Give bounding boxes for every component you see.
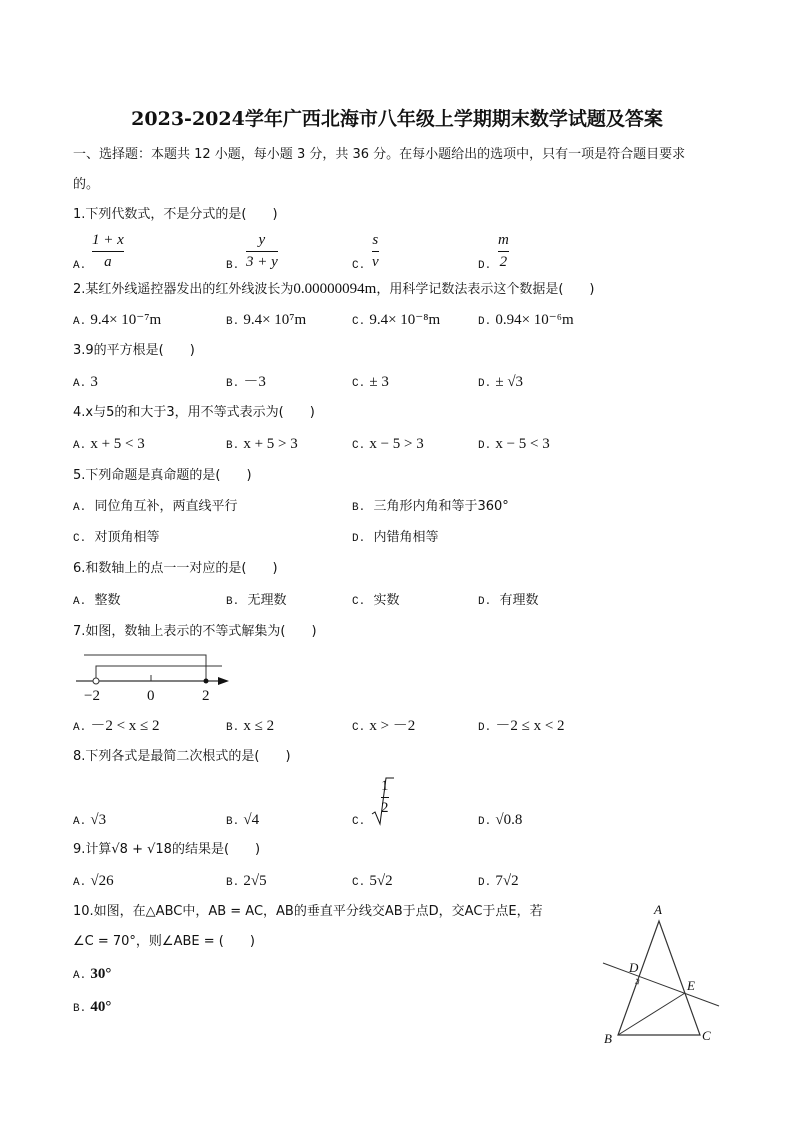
option-label: D. bbox=[478, 260, 492, 272]
section-instructions-cont: 的。 bbox=[73, 177, 100, 192]
point-label-a: A bbox=[654, 902, 662, 917]
tick-label: 2 bbox=[202, 688, 210, 704]
option-label: A. bbox=[73, 260, 87, 272]
closed-point bbox=[204, 679, 209, 684]
q2-option-b: B. 9.4× 10⁷m bbox=[226, 312, 307, 328]
q3-option-d: D. ± √3 bbox=[478, 374, 524, 390]
q9-option-c: C. 5√2 bbox=[352, 873, 393, 889]
q1-option-a: 1 + x a bbox=[92, 232, 124, 270]
q7-option-b: B. x ≤ 2 bbox=[226, 718, 275, 734]
q9-option-a: A. √26 bbox=[73, 873, 114, 889]
q1-option-d: m 2 bbox=[498, 232, 509, 270]
q6-stem: 6.和数轴上的点一一对应的是( ) bbox=[73, 561, 278, 576]
q5-option-d: D. 内错角相等 bbox=[352, 530, 439, 545]
q2-option-a: A. 9.4× 10⁻⁷m bbox=[73, 312, 162, 328]
point-label-d: D bbox=[629, 960, 639, 975]
q4-option-c: C. x − 5 > 3 bbox=[352, 436, 424, 452]
q8-option-c: 1 2 bbox=[381, 778, 389, 816]
page-title: 2023-2024学年广西北海市八年级上学期期末数学试题及答案 bbox=[131, 108, 663, 130]
q6-option-b: B. 无理数 bbox=[226, 593, 287, 608]
q4-option-d: D. x − 5 < 3 bbox=[478, 436, 550, 452]
q9-option-b: B. 2√5 bbox=[226, 873, 267, 889]
q6-option-d: D. 有理数 bbox=[478, 593, 539, 608]
solution-bracket-lower bbox=[96, 666, 222, 681]
q5-stem: 5.下列命题是真命题的是( ) bbox=[73, 468, 252, 483]
q3-stem: 3.9的平方根是( ) bbox=[73, 343, 195, 358]
option-label: C. bbox=[352, 260, 366, 272]
option-label: B. bbox=[226, 260, 240, 272]
q2-stem: 2.某红外线遥控器发出的红外线波长为0.00000094m，用科学记数法表示这个数据是( ) bbox=[73, 281, 595, 297]
q3-option-b: B. －3 bbox=[226, 374, 266, 390]
q8-option-b: B. √4 bbox=[226, 812, 260, 828]
q7-option-d: D. －2 ≤ x < 2 bbox=[478, 718, 565, 734]
q10-option-a: A. 30° bbox=[73, 966, 112, 982]
q4-option-b: B. x + 5 > 3 bbox=[226, 436, 298, 452]
q7-stem: 7.如图，数轴上表示的不等式解集为( ) bbox=[73, 624, 317, 639]
point-label-b: B bbox=[604, 1031, 612, 1046]
q8-option-a: A. √3 bbox=[73, 812, 107, 828]
q7-option-a: A. －2 < x ≤ 2 bbox=[73, 718, 160, 734]
q1-option-b: y 3 + y bbox=[246, 232, 278, 270]
section-instructions: 一、选择题：本题共 12 小题，每小题 3 分，共 36 分。在每小题给出的选项中，只有一项是符合题目要求 bbox=[73, 147, 686, 162]
q4-option-a: A. x + 5 < 3 bbox=[73, 436, 145, 452]
q3-option-c: C. ± 3 bbox=[352, 374, 389, 390]
option-label: C. bbox=[352, 816, 366, 828]
q1-option-c: s v bbox=[372, 232, 379, 270]
solution-bracket-upper bbox=[84, 655, 206, 681]
q1-stem: 1.下列代数式，不是分式的是( ) bbox=[73, 207, 278, 222]
q9-option-d: D. 7√2 bbox=[478, 873, 519, 889]
arrow-icon bbox=[218, 677, 229, 685]
q2-option-d: D. 0.94× 10⁻⁶m bbox=[478, 312, 574, 328]
tick-label: 0 bbox=[147, 688, 155, 704]
open-point bbox=[93, 678, 99, 684]
triangle-figure bbox=[0, 0, 1, 1]
q2-option-c: C. 9.4× 10⁻⁸m bbox=[352, 312, 441, 328]
q3-option-a: A. 3 bbox=[73, 374, 98, 390]
q8-stem: 8.下列各式是最简二次根式的是( ) bbox=[73, 749, 291, 764]
q5-option-c: C. 对顶角相等 bbox=[73, 530, 160, 545]
q5-option-a: A. 同位角互补，两直线平行 bbox=[73, 499, 238, 514]
q10-option-b: B. 40° bbox=[73, 999, 112, 1015]
q7-option-c: C. x > －2 bbox=[352, 718, 416, 734]
q10-stem-cont: ∠C = 70°，则∠ABE = ( ) bbox=[73, 934, 255, 949]
point-label-c: C bbox=[702, 1028, 711, 1043]
q9-stem: 9.计算√8 + √18的结果是( ) bbox=[73, 842, 261, 857]
q8-option-d: D. √0.8 bbox=[478, 812, 523, 828]
point-label-e: E bbox=[687, 978, 695, 993]
q10-stem: 10.如图，在△ABC中，AB = AC，AB的垂直平分线交AB于点D，交AC于点E，若 bbox=[73, 904, 543, 919]
segment-be bbox=[618, 993, 685, 1035]
q6-option-c: C. 实数 bbox=[352, 593, 400, 608]
q6-option-a: A. 整数 bbox=[73, 593, 121, 608]
tick-label: −2 bbox=[84, 688, 100, 704]
q5-option-b: B. 三角形内角和等于360° bbox=[352, 499, 509, 514]
perpendicular-bisector bbox=[603, 963, 719, 1006]
q4-stem: 4.x与5的和大于3，用不等式表示为( ) bbox=[73, 405, 315, 420]
